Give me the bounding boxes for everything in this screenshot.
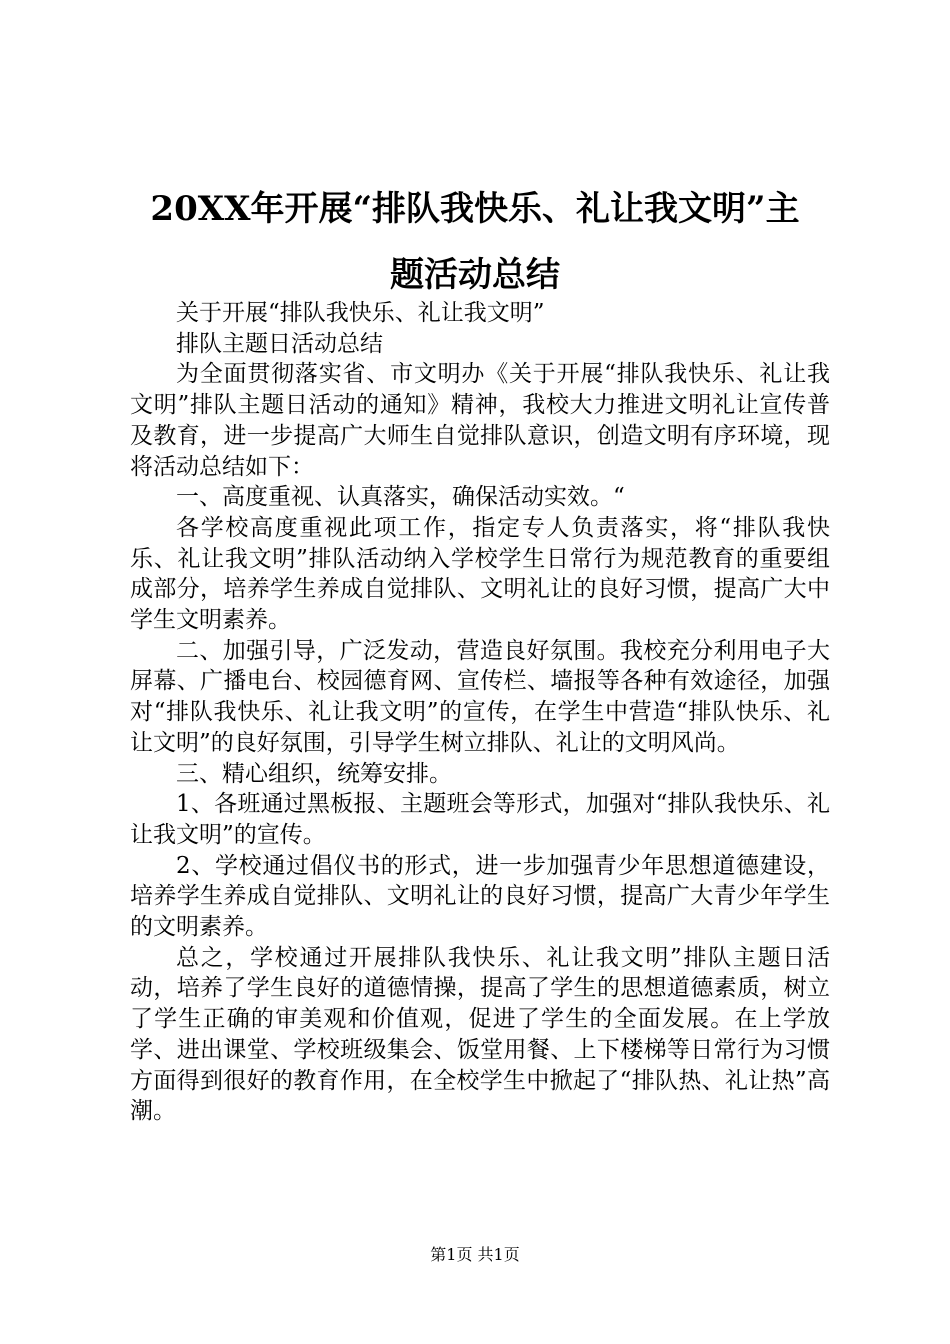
paragraph-conclusion: 总之，学校通过开展排队我快乐、礼让我文明”排队主题日活动，培养了学生良好的道德情操，提高了学生的思想道德素质，树立了学生正确的审美观和价值观，促进了学生的全面发展。在上学放学、进出课堂、学校班级集会、饭堂用餐、上下楼梯等日常行为习惯方面得到很好的教育作用，在全校学生中掀起了“排队热、礼让热”高潮。 xyxy=(130,944,830,1125)
page-number-footer: 第1页 共1页 xyxy=(430,1245,520,1264)
document-title xyxy=(100,176,850,308)
paragraph-item-2: 2、学校通过倡仪书的形式，进一步加强青少年思想道德建设，培养学生养成自觉排队、文明礼让的良好习惯，提高广大青少年学生的文明素养。 xyxy=(130,852,830,941)
paragraph-intro: 为全面贯彻落实省、市文明办《关于开展“排队我快乐、礼让我文明”排队主题日活动的通知》精神，我校大力推进文明礼让宣传普及教育，进一步提高广大师生自觉排队意识，创造文明有序环境，现将活动总结如下： xyxy=(130,361,830,480)
paragraph-item-1: 1、各班通过黑板报、主题班会等形式，加强对“排队我快乐、礼让我文明”的宣传。 xyxy=(130,791,830,848)
paragraph-subtitle-1: 关于开展“排队我快乐、礼让我文明” xyxy=(176,300,545,326)
section-heading-3: 三、精心组织，统筹安排。 xyxy=(176,760,452,787)
section-heading-1: 一、高度重视、认真落实，确保活动实效。“ xyxy=(176,484,625,511)
document-body xyxy=(130,298,830,1127)
title-line-1: 20XX年开展“排队我快乐、礼让我文明”主 xyxy=(150,189,800,229)
title-line-2: 题活动总结 xyxy=(390,255,560,295)
paragraph-section-1: 各学校高度重视此项工作，指定专人负责落实，将“排队我快乐、礼让我文明”排队活动纳入学校学生日常行为规范教育的重要组成部分，培养学生养成自觉排队、文明礼让的良好习惯，提高广大中学生文明素养。 xyxy=(130,514,830,634)
paragraph-subtitle-2: 排队主题日活动总结 xyxy=(176,330,383,357)
paragraph-section-2: 二、加强引导，广泛发动，营造良好氛围。我校充分利用电子大屏幕、广播电台、校园德育网、宣传栏、墙报等各种有效途径，加强对“排队我快乐、礼让我文明”的宣传，在学生中营造“排队快乐、礼让文明”的良好氛围，引导学生树立排队、礼让的文明风尚。 xyxy=(130,637,830,756)
